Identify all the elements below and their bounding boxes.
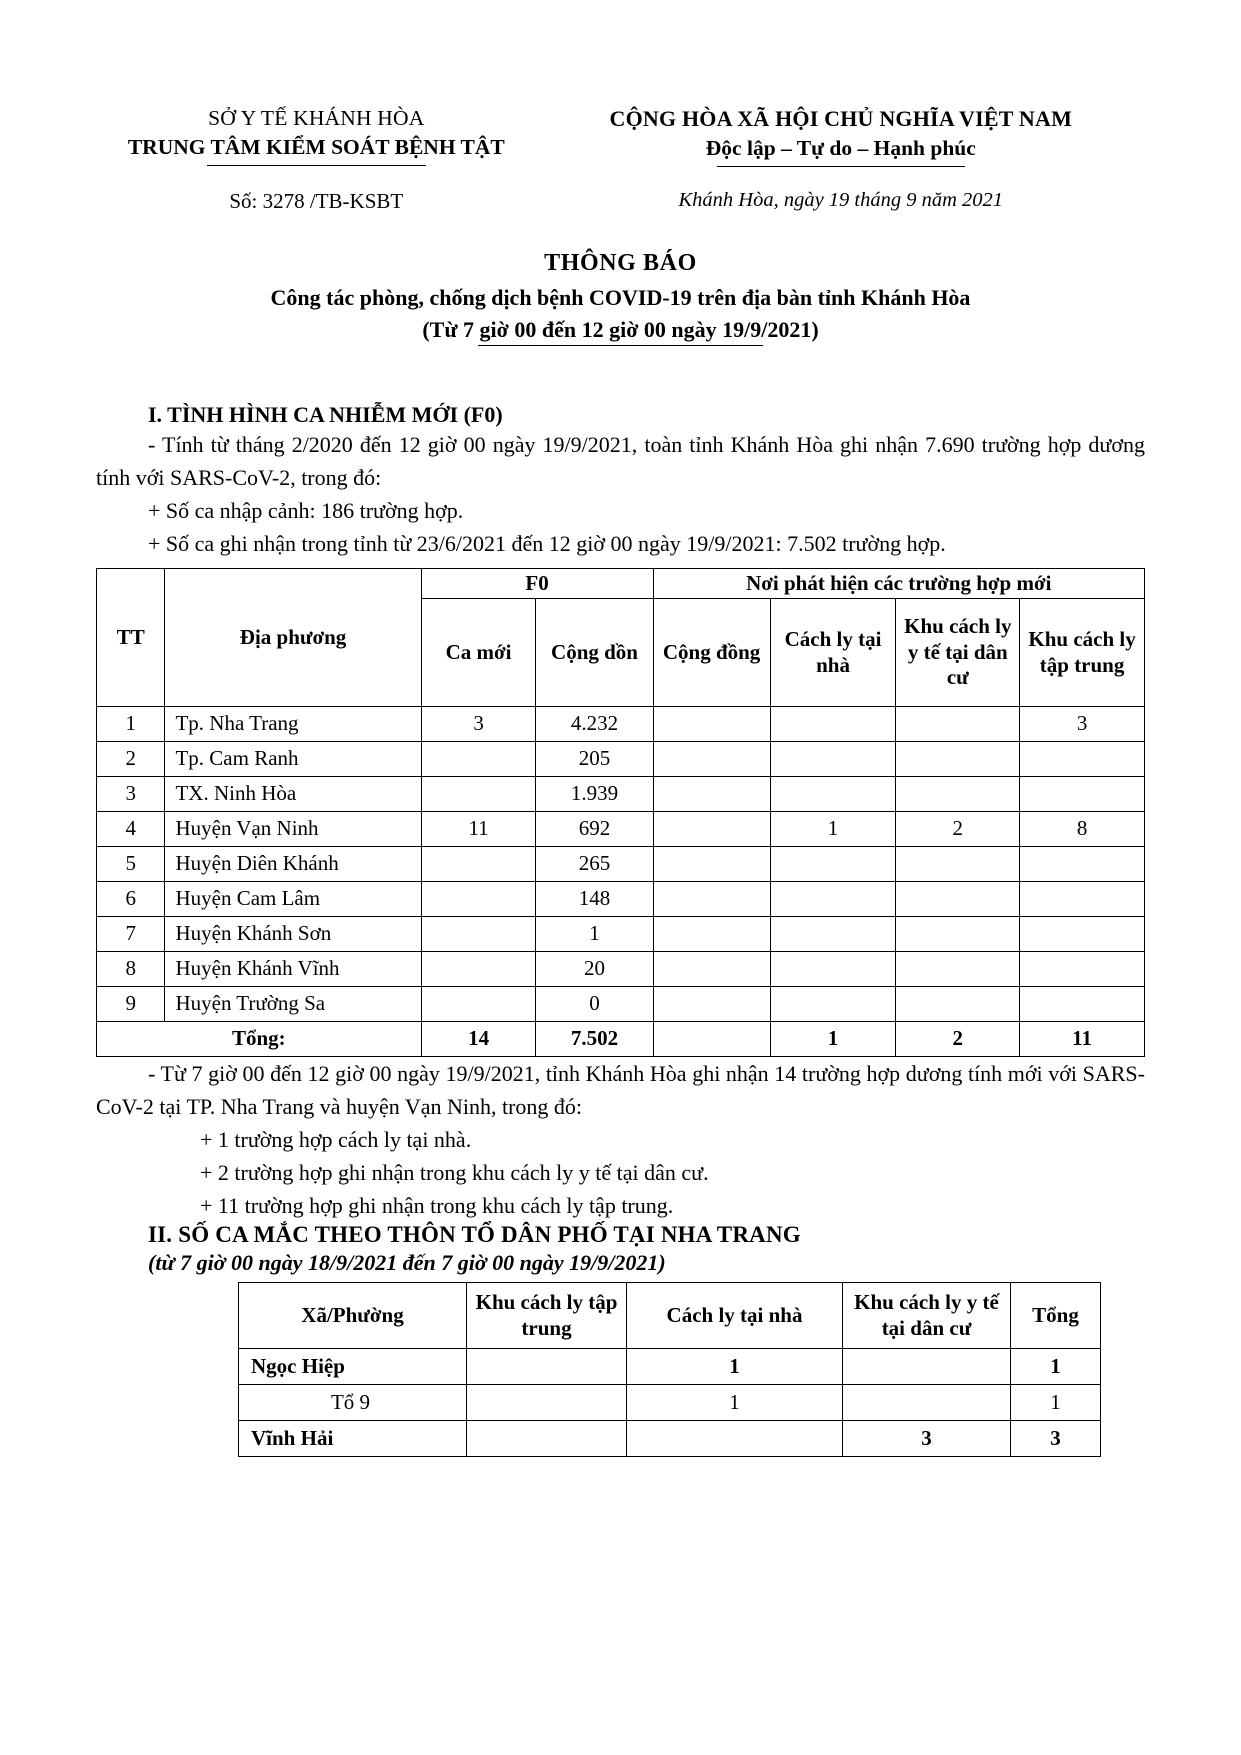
f0-statistics-table <box>96 568 1145 1058</box>
cell-central <box>1020 987 1145 1022</box>
table-total-row <box>97 1022 1145 1057</box>
cell-medical <box>896 987 1020 1022</box>
cell-ward-total: 1 <box>1011 1385 1101 1421</box>
cell-cumulative: 265 <box>536 847 653 882</box>
cell-place: Huyện Diên Khánh <box>165 847 421 882</box>
header-ward-central-zone: Khu cách ly tập trung <box>467 1283 627 1349</box>
cell-tt: 1 <box>97 707 165 742</box>
cell-medical <box>896 917 1020 952</box>
cell-central <box>1020 742 1145 777</box>
cell-ward-medical <box>843 1349 1011 1385</box>
cell-ward-total: 1 <box>1011 1349 1101 1385</box>
cell-home: 1 <box>770 812 896 847</box>
cell-total-central: 11 <box>1020 1022 1145 1057</box>
cell-cumulative: 205 <box>536 742 653 777</box>
cell-ward-home <box>627 1421 843 1457</box>
cell-ward-home: 1 <box>627 1349 843 1385</box>
header-tt: TT <box>97 568 165 707</box>
cell-central <box>1020 952 1145 987</box>
cell-home <box>770 882 896 917</box>
cell-medical <box>896 707 1020 742</box>
cell-central <box>1020 847 1145 882</box>
cell-place: Huyện Cam Lâm <box>165 882 421 917</box>
cell-community <box>653 917 770 952</box>
title-body-gap <box>96 346 1145 402</box>
cell-total-new: 14 <box>421 1022 536 1057</box>
cell-central <box>1020 882 1145 917</box>
cell-tt: 6 <box>97 882 165 917</box>
national-motto-text: Độc lập – Tự do – Hạnh phúc <box>705 135 976 160</box>
header-ward-home-quarantine: Cách ly tại nhà <box>627 1283 843 1349</box>
cell-community <box>653 812 770 847</box>
cell-central <box>1020 777 1145 812</box>
cell-ward-medical <box>843 1385 1011 1421</box>
cell-medical <box>896 952 1020 987</box>
cell-home <box>770 742 896 777</box>
number-date-row <box>96 189 1145 214</box>
title-block <box>96 250 1145 346</box>
cell-ward-name: Ngọc Hiệp <box>239 1349 467 1385</box>
national-motto <box>706 134 976 167</box>
table-row <box>97 952 1145 987</box>
place-and-date: Khánh Hòa, ngày 19 tháng 9 năm 2021 <box>678 188 1004 211</box>
header-ward-total: Tổng <box>1011 1283 1101 1349</box>
table-row <box>97 777 1145 812</box>
cell-central: 8 <box>1020 812 1145 847</box>
cell-new: 11 <box>421 812 536 847</box>
cell-total-label: Tổng: <box>97 1022 422 1057</box>
f0-table-group-header-row <box>97 568 1145 599</box>
cell-ward-central <box>467 1349 627 1385</box>
header-home-quarantine: Cách ly tại nhà <box>770 599 896 707</box>
cell-total-home: 1 <box>770 1022 896 1057</box>
cell-tt: 9 <box>97 987 165 1022</box>
table-row <box>239 1421 1101 1457</box>
cell-tt: 3 <box>97 777 165 812</box>
department-name: SỞ Y TẾ KHÁNH HÒA <box>208 106 425 130</box>
cell-place: Huyện Vạn Ninh <box>165 812 421 847</box>
ward-table-body <box>239 1349 1101 1457</box>
cell-ward-medical: 3 <box>843 1421 1011 1457</box>
header-medical-zone: Khu cách ly y tế tại dân cư <box>896 599 1020 707</box>
section-1-summary-bullet-2: + 2 trường hợp ghi nhận trong khu cách ly y tế tại dân cư. <box>200 1160 709 1186</box>
cell-total-medical: 2 <box>896 1022 1020 1057</box>
cell-new <box>421 742 536 777</box>
cell-place: Tp. Nha Trang <box>165 707 421 742</box>
national-motto-underline <box>717 166 965 167</box>
document-number: Số: 3278 /TB-KSBT <box>229 188 404 213</box>
section-1-heading: I. TÌNH HÌNH CA NHIỄM MỚI (F0) <box>148 401 503 427</box>
cell-place: Tp. Cam Ranh <box>165 742 421 777</box>
cell-place: Huyện Trường Sa <box>165 987 421 1022</box>
cell-ward-central <box>467 1421 627 1457</box>
header-cumulative: Cộng dồn <box>536 599 653 707</box>
cell-cumulative: 20 <box>536 952 653 987</box>
cell-central <box>1020 917 1145 952</box>
cell-cumulative: 692 <box>536 812 653 847</box>
cell-ward-home: 1 <box>627 1385 843 1421</box>
cell-tt: 2 <box>97 742 165 777</box>
cell-medical <box>896 777 1020 812</box>
section-1-bullet-entries: + Số ca nhập cảnh: 186 trường hợp. <box>148 497 464 523</box>
cell-total-cumulative: 7.502 <box>536 1022 653 1057</box>
cell-community <box>653 742 770 777</box>
cell-tt: 4 <box>97 812 165 847</box>
table-row <box>97 707 1145 742</box>
header-detection-group: Nơi phát hiện các trường hợp mới <box>653 568 1144 599</box>
section-1-summary-bullet-1: + 1 trường hợp cách ly tại nhà. <box>200 1127 472 1153</box>
cell-cumulative: 1.939 <box>536 777 653 812</box>
ward-table-header-row <box>239 1283 1101 1349</box>
cell-ward-name: Tổ 9 <box>239 1385 467 1421</box>
cell-new <box>421 917 536 952</box>
header-ward: Xã/Phường <box>239 1283 467 1349</box>
section-1-summary-bullet-3: + 11 trường hợp ghi nhận trong khu cách ly tập trung. <box>200 1193 674 1219</box>
cell-home <box>770 987 896 1022</box>
cell-ward-central <box>467 1385 627 1421</box>
cell-tt: 8 <box>97 952 165 987</box>
cell-place: Huyện Khánh Vĩnh <box>165 952 421 987</box>
header-new-cases: Ca mới <box>421 599 536 707</box>
cell-new <box>421 882 536 917</box>
cell-tt: 7 <box>97 917 165 952</box>
table-row <box>97 812 1145 847</box>
cell-medical <box>896 882 1020 917</box>
cell-community <box>653 777 770 812</box>
table-row <box>97 882 1145 917</box>
cell-home <box>770 952 896 987</box>
cell-central: 3 <box>1020 707 1145 742</box>
table-row <box>97 987 1145 1022</box>
table-row <box>239 1385 1101 1421</box>
cell-community <box>653 952 770 987</box>
cell-cumulative: 1 <box>536 917 653 952</box>
table-row <box>97 742 1145 777</box>
cell-home <box>770 847 896 882</box>
document-period-underline <box>478 345 763 346</box>
cell-community <box>653 707 770 742</box>
cell-new <box>421 987 536 1022</box>
cell-community <box>653 987 770 1022</box>
f0-table-body <box>97 707 1145 1057</box>
cell-place: TX. Ninh Hòa <box>165 777 421 812</box>
header-central-zone: Khu cách ly tập trung <box>1020 599 1145 707</box>
country-name: CỘNG HÒA XÃ HỘI CHỦ NGHĨA VIỆT NAM <box>609 106 1073 131</box>
cell-home <box>770 707 896 742</box>
cell-medical: 2 <box>896 812 1020 847</box>
section-1-bullet-inprovince: + Số ca ghi nhận trong tỉnh từ 23/6/2021 đến 12 giờ 00 ngày 19/9/2021: 7.502 trường hợp. <box>148 530 946 556</box>
section-1-paragraph-1: - Tính từ tháng 2/2020 đến 12 giờ 00 ngày 19/9/2021, toàn tỉnh Khánh Hòa ghi nhận 7.690 trường hợp dương tính với SARS-CoV-2, trong đó: <box>96 431 1145 490</box>
issuing-authority-block <box>96 104 537 167</box>
cell-new <box>421 777 536 812</box>
center-name-text: TRUNG TÂM KIỂM SOÁT BỆNH TẬT <box>127 135 505 160</box>
cell-new <box>421 847 536 882</box>
document-period <box>422 317 818 346</box>
header-f0-group: F0 <box>421 568 653 599</box>
cell-cumulative: 0 <box>536 987 653 1022</box>
cell-total-community <box>653 1022 770 1057</box>
cell-new <box>421 952 536 987</box>
letterhead <box>96 104 1145 167</box>
section-2-heading: II. SỐ CA MẮC THEO THÔN TỔ DÂN PHỐ TẠI NHA TRANG <box>148 1222 801 1248</box>
header-community: Cộng đồng <box>653 599 770 707</box>
document-period-text: (Từ 7 giờ 00 đến 12 giờ 00 ngày 19/9/2021) <box>422 316 819 342</box>
cell-cumulative: 148 <box>536 882 653 917</box>
cell-medical <box>896 742 1020 777</box>
cell-home <box>770 917 896 952</box>
section-2-period: (từ 7 giờ 00 ngày 18/9/2021 đến 7 giờ 00 ngày 19/9/2021) <box>148 1250 666 1276</box>
cell-tt: 5 <box>97 847 165 882</box>
cell-community <box>653 847 770 882</box>
center-name <box>128 133 505 166</box>
table-row <box>97 847 1145 882</box>
table-row <box>239 1349 1101 1385</box>
cell-ward-total: 3 <box>1011 1421 1101 1457</box>
header-ward-medical-zone: Khu cách ly y tế tại dân cư <box>843 1283 1011 1349</box>
national-heading-block <box>537 104 1145 167</box>
header-locality: Địa phương <box>165 568 421 707</box>
center-name-underline <box>207 165 426 166</box>
cell-place: Huyện Khánh Sơn <box>165 917 421 952</box>
cell-cumulative: 4.232 <box>536 707 653 742</box>
cell-medical <box>896 847 1020 882</box>
cell-community <box>653 882 770 917</box>
cell-home <box>770 777 896 812</box>
table-row <box>97 917 1145 952</box>
document-title: THÔNG BÁO <box>544 249 697 276</box>
ward-statistics-table <box>238 1282 1101 1457</box>
cell-ward-name: Vĩnh Hải <box>239 1421 467 1457</box>
document-subtitle: Công tác phòng, chống dịch bệnh COVID-19 trên địa bàn tỉnh Khánh Hòa <box>270 284 971 310</box>
section-1-summary-paragraph: - Từ 7 giờ 00 đến 12 giờ 00 ngày 19/9/2021, tỉnh Khánh Hòa ghi nhận 14 trường hợp dương tính mới với SARS-CoV-2 tại TP. Nha Trang và huyện Vạn Ninh, trong đó: <box>96 1061 1145 1120</box>
cell-new: 3 <box>421 707 536 742</box>
